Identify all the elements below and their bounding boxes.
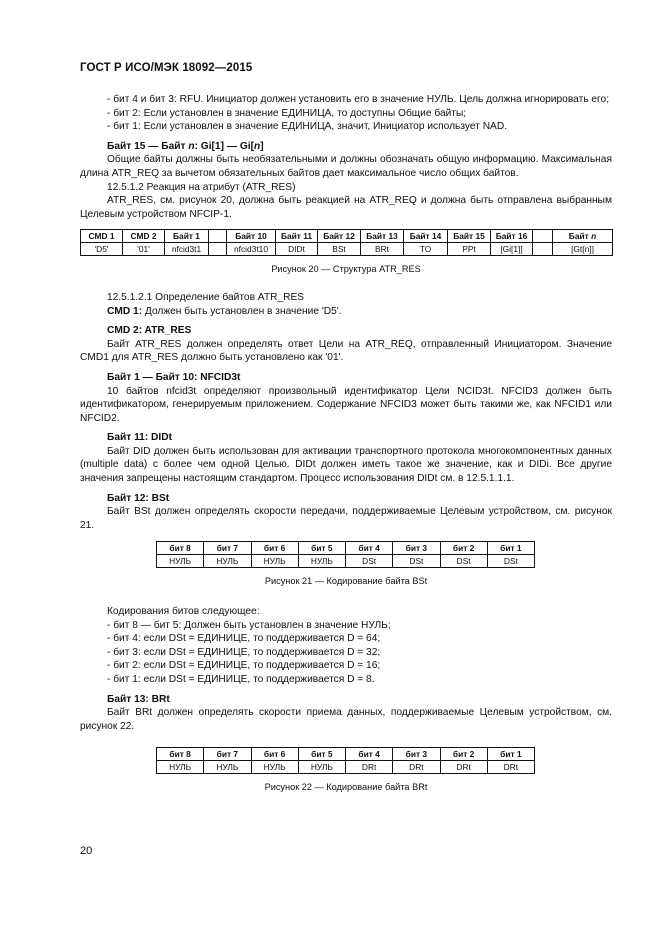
bit-coding-item: - бит 8 — бит 5: Должен быть установлен в значение НУЛЬ; [107,619,391,631]
byte12-text: Байт BSt должен определять скорости передачи, поддерживаемые Целевым устройством, см. рисунок 21. [80,506,612,531]
byte1-heading: Байт 1 — Байт 10: NFCID3t [107,371,241,383]
figure20-value-row [81,243,613,256]
table-cell: НУЛЬ [251,761,298,774]
cmd1-paragraph [80,305,612,319]
byte11-heading: Байт 11: DIDt [107,432,172,444]
table-header-cell: Байт 14 [404,230,448,243]
table-header-cell: бит 6 [251,542,298,555]
table-header-cell: бит 3 [393,542,440,555]
table-cell: nfcid3t1 [165,243,209,256]
bit-list-item: - бит 2: Если установлен в значение ЕДИНИЦА, то доступны Общие байты; [107,107,467,119]
table-header-cell: бит 2 [440,748,487,761]
table-cell: НУЛЬ [157,761,204,774]
table-cell: [Gi[1]] [491,243,533,256]
table-header-cell: Байт n [553,230,613,243]
table-header-cell: бит 5 [298,542,345,555]
bit-list-item: - бит 4 и бит 3: RFU. Инициатор должен установить его в значение НУЛЬ. Цель должна игнорировать его; [107,94,610,105]
table-header-cell: бит 3 [393,748,440,761]
table-cell: DRt [440,761,487,774]
table-header-cell [533,230,553,243]
section-12-5-1-2-1-heading: 12.5.1.2.1 Определение байтов ATR_RES [107,291,305,303]
figure22-caption: Рисунок 22 — Кодирование байта BRt [264,782,428,793]
table-header-cell: Байт 1 [165,230,209,243]
byte12-heading: Байт 12: BSt [107,492,170,504]
figure20-header-row [81,230,613,243]
table-cell: НУЛЬ [251,555,298,568]
bit-coding-item: - бит 3: если DSt = ЕДИНИЦЕ, то поддерживается D = 32; [107,646,381,658]
table-header-cell: Байт 12 [318,230,361,243]
table-cell: DSt [346,555,393,568]
table-header-cell: Байт 11 [276,230,318,243]
table-header-cell: бит 8 [157,542,204,555]
figure22-value-row [157,761,535,774]
table-header-cell: бит 1 [487,542,534,555]
section-12-5-1-2-heading: 12.5.1.2 Реакция на атрибут (ATR_RES) [107,181,296,193]
table-header-cell: Байт 16 [491,230,533,243]
bit-coding-item: - бит 2: если DSt = ЕДИНИЦЕ, то поддерживается D = 16; [107,660,381,672]
table-cell: '01' [123,243,165,256]
table-header-cell: бит 4 [346,748,393,761]
cmd2-text: Байт ATR_RES должен определять ответ Цели на ATR_REQ, отправленный Инициатором. Значение CMD1 для ATR_RES должно быть установлено как '01'. [80,338,612,364]
cmd1-text: Должен быть установлен в значение 'D5'. [142,305,342,317]
section-12-5-1-2-text: ATR_RES, см. рисунок 20, должна быть реакцией на ATR_REQ и должна быть отправлена выбранным Целевым устройством NFCIP-1. [80,195,612,220]
table-header-cell: бит 5 [298,748,345,761]
table-cell: nfcid3t10 [227,243,276,256]
table-header-cell: Байт 15 [448,230,491,243]
byte1-text: 10 байтов nfcid3t определяют произвольный идентификатор Цели NCID3t. NFCID3 должен быть идентификатором, генерируемым приложением. Содержание NFCID3 может быть такими же, как NFCID1 или NFCID2. [80,385,612,424]
table-cell: НУЛЬ [204,555,251,568]
table-cell: DSt [440,555,487,568]
byte15-heading: Байт 15 — Байт n: Gi[1] — Gi[n] [107,140,264,152]
figure20-table [80,229,613,256]
table-header-cell: CMD 2 [123,230,165,243]
table-header-cell: бит 7 [204,542,251,555]
figure21-header-row [157,542,535,555]
table-cell: 'D5' [81,243,123,256]
figure21-caption: Рисунок 21 — Кодирование байта BSt [264,576,428,587]
table-header-cell: CMD 1 [81,230,123,243]
table-cell: НУЛЬ [204,761,251,774]
table-cell: DSt [487,555,534,568]
byte15-text: Общие байты должны быть необязательными и должны обозначать общую информацию. Максимальная длина ATR_REQ за вычетом обязательных байтов дает максимальное число общих байтов. [80,154,612,179]
figure21-value-row [157,555,535,568]
page-number: 20 [80,845,93,857]
document-body [80,93,612,795]
table-cell: TO [404,243,448,256]
table-cell [209,243,227,256]
document-header: ГОСТ Р ИСО/МЭК 18092—2015 [80,62,253,74]
table-header-cell: бит 4 [346,542,393,555]
table-header-cell: бит 6 [251,748,298,761]
table-cell: НУЛЬ [298,761,345,774]
table-header-cell [209,230,227,243]
bit-coding-intro: Кодирования битов следующее: [107,606,260,618]
table-cell: DSt [393,555,440,568]
table-cell: BSt [318,243,361,256]
bit-list-item: - бит 1: Если установлен в значение ЕДИНИЦА, значит, Инициатор использует NAD. [107,121,508,133]
bit-coding-item: - бит 1: если DSt = ЕДИНИЦЕ, то поддерживается D = 8. [107,674,375,685]
bit-coding-item: - бит 4: если DSt = ЕДИНИЦЕ, то поддерживается D = 64; [107,633,381,645]
table-header-cell: бит 7 [204,748,251,761]
table-cell: [Gt[n]] [553,243,613,256]
byte13-heading: Байт 13: BRt [107,693,170,705]
table-header-cell: бит 8 [157,748,204,761]
table-header-cell: бит 2 [440,542,487,555]
byte13-text: Байт BRt должен определять скорости приема данных, поддерживаемые Целевым устройством, см. рисунок 22. [80,707,612,732]
table-cell: НУЛЬ [298,555,345,568]
table-cell: BRt [361,243,404,256]
table-header-cell: бит 1 [487,748,534,761]
figure21-table [156,541,535,568]
table-cell: DRt [487,761,534,774]
figure20-caption: Рисунок 20 — Структура ATR_RES [271,264,421,275]
cmd1-label: CMD 1: [107,305,143,317]
table-cell: DRt [393,761,440,774]
table-header-cell: Байт 13 [361,230,404,243]
table-cell: НУЛЬ [157,555,204,568]
byte11-text: Байт DID должен быть использован для активации транспортного протокола многокомпонентных данных (multiple data) с более чем одной Целью. DIDt должен иметь такое же значение, как и DIDi. Все другие значения запрещены настоящим стандартом. Процесс использования DIDt см. в 12.5.1.1.1. [80,445,612,485]
table-cell: PPt [448,243,491,256]
table-header-cell: Байт 10 [227,230,276,243]
figure22-table [156,747,535,774]
table-cell: DIDt [276,243,318,256]
table-cell [533,243,553,256]
figure22-header-row [157,748,535,761]
cmd2-heading: CMD 2: ATR_RES [107,325,192,337]
table-cell: DRt [346,761,393,774]
